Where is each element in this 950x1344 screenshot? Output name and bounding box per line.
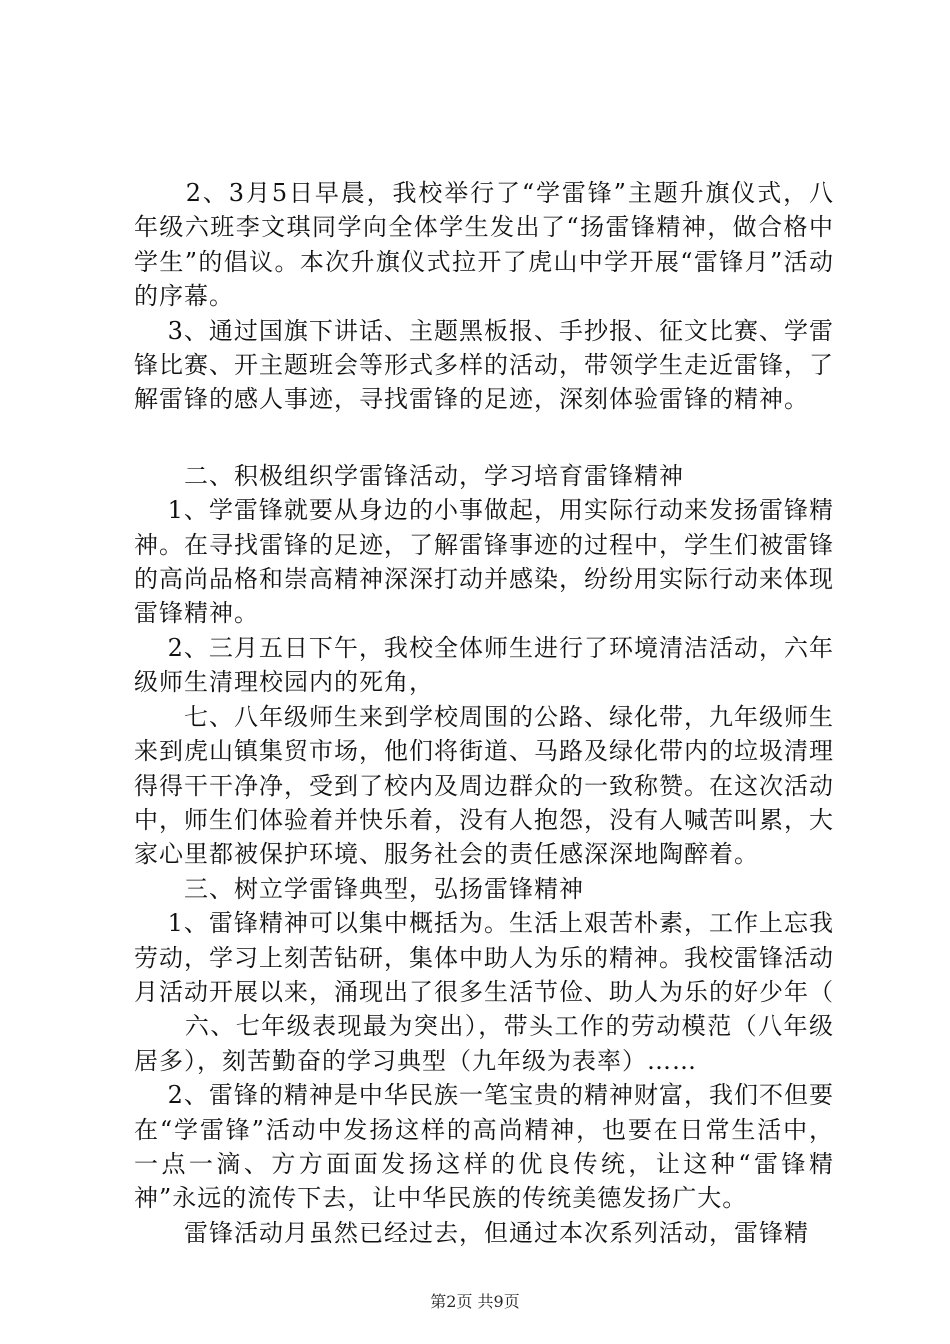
paragraph-4: 2、三月五日下午，我校全体师生进行了环境清洁活动，六年级师生清理校园内的死角， — [134, 633, 834, 697]
paragraph-2: 3、通过国旗下讲话、主题黑板报、手抄报、征文比赛、学雷锋比赛、开主题班会等形式多样的活动，带领学生走近雷锋，了解雷锋的感人事迹，寻找雷锋的足迹，深刻体验雷锋的精神。 — [134, 316, 834, 414]
page-number-footer: 第2页 共9页 — [430, 1292, 520, 1311]
section-gap — [134, 417, 834, 459]
section-heading-2: 二、积极组织学雷锋活动，学习培育雷锋精神 — [134, 461, 684, 490]
paragraph-7: 六、七年级表现最为突出），带头工作的劳动模范（八年级居多），刻苦勤奋的学习典型（九年级为表率）…… — [134, 1012, 834, 1075]
paragraph-1: 2、3月5日早晨，我校举行了“学雷锋”主题升旗仪式，八年级六班李文琪同学向全体学生发出了“扬雷锋精神，做合格中学生”的倡议。本次升旗仪式拉开了虎山中学开展“雷锋月”活动的序幕。 — [134, 179, 834, 311]
paragraph-9: 雷锋活动月虽然已经过去，但通过本次系列活动，雷锋精 — [134, 1218, 809, 1247]
document-body — [134, 176, 834, 1250]
paragraph-5: 七、八年级师生来到学校周围的公路、绿化带，九年级师生来到虎山镇集贸市场，他们将街道、马路及绿化带内的垃圾清理得得干干净净，受到了校内及周边群众的一致称赞。在这次活动中，师生们体验着并快乐着，没有人抱怨，没有人喊苦叫累，大家心里都被保护环境、服务社会的责任感深深地陶醉着。 — [134, 702, 834, 869]
section-heading-3: 三、树立学雷锋典型，弘扬雷锋精神 — [134, 874, 584, 903]
paragraph-8: 2、雷锋的精神是中华民族一笔宝贵的精神财富，我们不但要在“学雷锋”活动中发扬这样的高尚精神，也要在日常生活中，一点一滴、方方面面发扬这样的优良传统，让这种“雷锋精神”永远的流传下去，让中华民族的传统美德发扬广大。 — [134, 1081, 834, 1213]
paragraph-6: 1、雷锋精神可以集中概括为。生活上艰苦朴素，工作上忘我劳动，学习上刻苦钻研，集体中助人为乐的精神。我校雷锋活动月活动开展以来，涌现出了很多生活节俭、助人为乐的好少年（ — [134, 909, 834, 1006]
paragraph-3: 1、学雷锋就要从身边的小事做起，用实际行动来发扬雷锋精神。在寻找雷锋的足迹，了解雷锋事迹的过程中，学生们被雷锋的高尚品格和崇高精神深深打动并感染，纷纷用实际行动来体现雷锋精神。 — [134, 496, 834, 628]
